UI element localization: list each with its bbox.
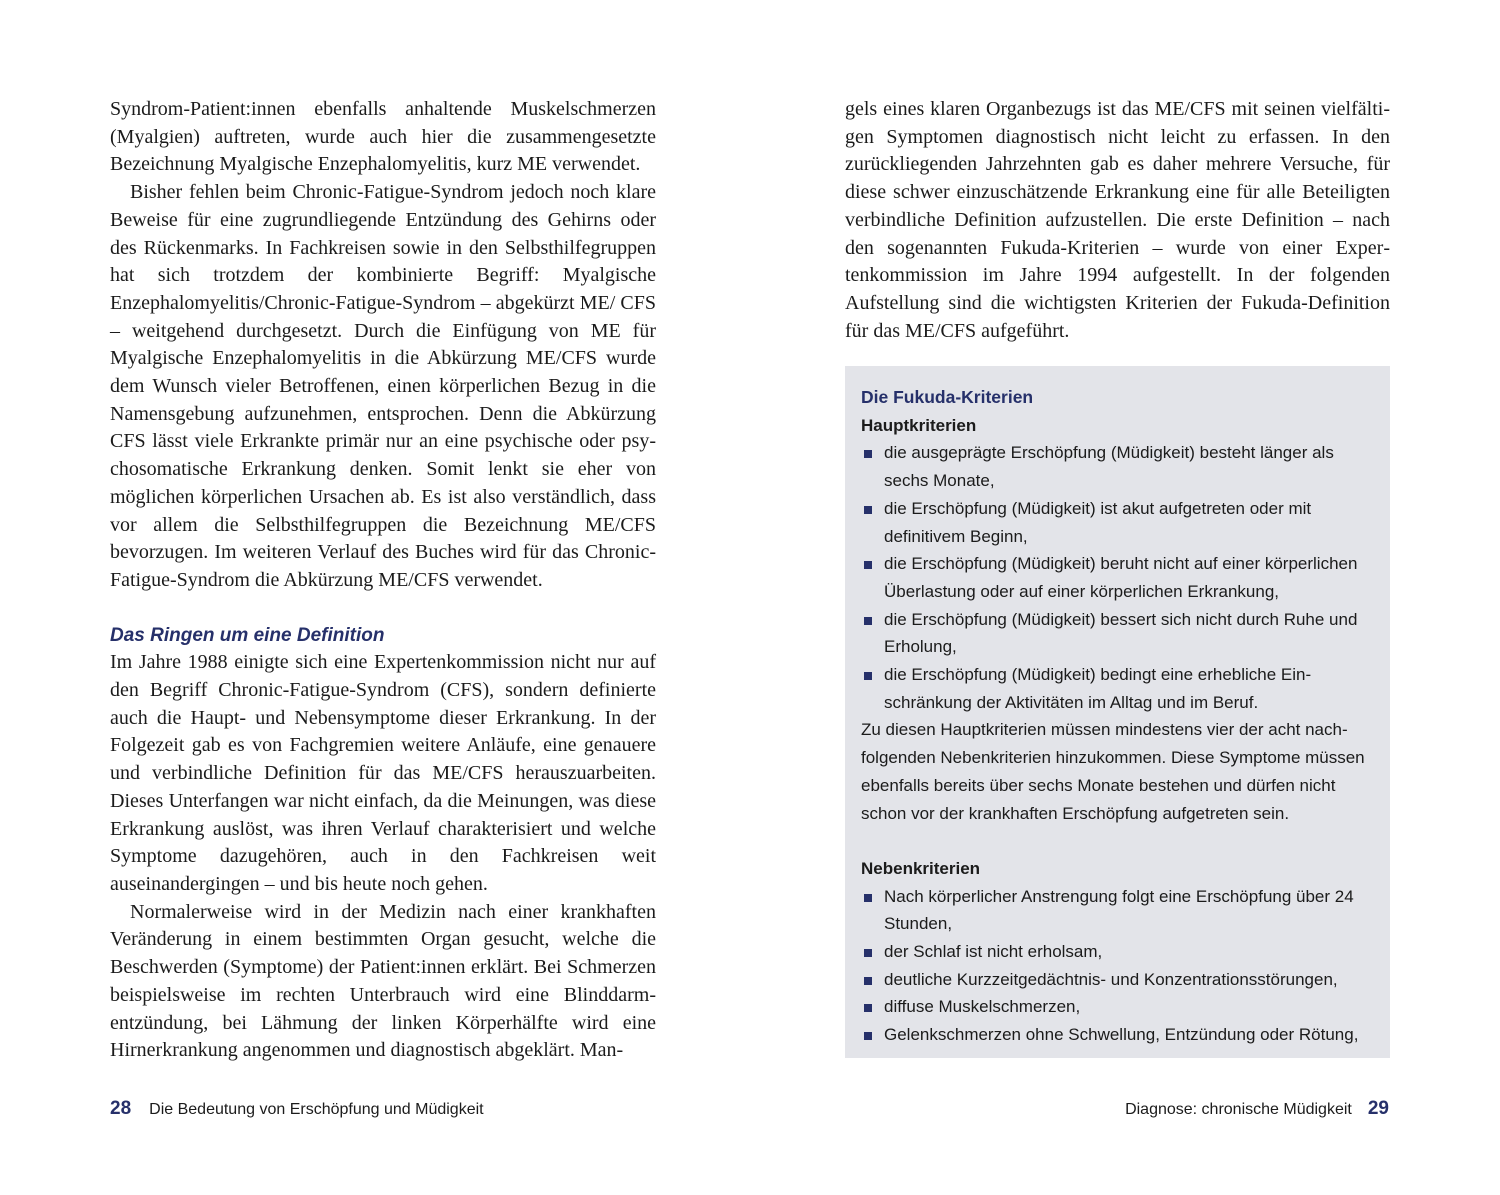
square-bullet-icon: [864, 1032, 872, 1040]
box-note: Zu diesen Hauptkriterien müssen mindestens vier der acht nachfolgenden Nebenkriterien hinzukommen. Diese Symptome müssen ebenfalls bereits über sechs Monate bestehen und dürfen nicht schon vor der krankhaften Erschöpfung aufgetreten sein.: [861, 720, 1365, 823]
left-text-column: [110, 96, 656, 1065]
main-criteria-list: [861, 439, 1376, 716]
main-criteria-heading: Hauptkriterien: [861, 415, 977, 435]
right-page: [750, 0, 1500, 1195]
list-item: die Erschöpfung (Müdigkeit) bessert sich nicht durch Ruhe und Erholung,: [861, 606, 1376, 661]
body-paragraph: Normalerweise wird in der Medizin nach einer krankhaften Veränderung in einem bestimmten Organ gesucht, welche die Beschwerden (Symptome) der Patient:innen erklärt. Bei Schmerzen beispielsweise im rechten Unterbrauch wird eine Blinddarmentzündung, bei Lähmung der linken Körperhälfte wird eine Hirnerkrankung angenommen und diagnostisch abgeklärt. Man-: [110, 900, 656, 1062]
body-paragraph: gels eines klaren Organbezugs ist das ME/CFS mit seinen vielfältigen Symptomen diagnostisch nicht leicht zu erfassen. In den zurückliegenden Jahrzehnten gab es daher mehrere Versuche, für diese schwer einzuschätzende Erkrankung eine für alle Beteiligten verbindliche Definition aufzustellen. Die erste Definition – nach den sogenannten Fukuda-Kriterien – wurde von einer Expertenkommission im Jahre 1994 aufgestellt. In der folgenden Aufstellung sind die wichtigsten Kriterien der Fukuda-Definition für das ME/CFS aufgeführt.: [845, 98, 1390, 342]
square-bullet-icon: [864, 617, 872, 625]
page-number: 29: [1367, 1098, 1389, 1119]
list-item: die ausgeprägte Erschöpfung (Müdigkeit) besteht länger als sechs Monate,: [861, 439, 1376, 494]
box-title: Die Fukuda-Kriterien: [861, 387, 1034, 407]
square-bullet-icon: [864, 977, 872, 985]
list-item: diffuse Muskelschmerzen,: [861, 993, 1376, 1021]
list-item: deutliche Kurzzeitgedächtnis- und Konzentrationsstörungen,: [861, 966, 1376, 994]
square-bullet-icon: [864, 506, 872, 514]
body-paragraph: Im Jahre 1988 einigte sich eine Expertenkommission nicht nur auf den Begriff Chronic-Fatigue-Syndrom (CFS), sondern definierte auch die Haupt- und Nebensymptome dieser Erkrankung. In der Folgezeit gab es von Fachgremien weitere Anläufe, eine genauere und verbindliche Definition für das ME/CFS herauszuarbeiten. Dieses Unterfangen war nicht einfach, da die Meinungen, was diese Erkrankung auslöst, was ihren Verlauf charakterisiert und welche Symptome dazugehören, auch in den Fachkreisen weit auseinandergingen – und bis heute noch gehen.: [110, 651, 656, 895]
body-paragraph: Bisher fehlen beim Chronic-Fatigue-Syndrom jedoch noch klare Beweise für eine zugrundliegende Entzündung des Gehirns oder des Rückenmarks. In Fachkreisen sowie in den Selbsthilfegruppen hat sich trotzdem der kombinierte Begriff: Myalgische Enzephalomyelitis/Chronic-Fatigue-Syndrom – abgekürzt ME/ CFS – weitgehend durchgesetzt. Durch die Einfügung von ME für Myalgische Enzephalomyelitis in die Abkürzung ME/CFS wurde dem Wunsch vieler Betroffenen, einen körperlichen Bezug in die Namensgebung aufzunehmen, entsprochen. Denn die Abkürzung CFS lässt viele Erkrankte primär nur an eine psychische oder psychosomatische Erkrankung denken. Somit lenkt sie eher von möglichen körperlichen Ursachen ab. Es ist also verständlich, dass vor allem die Selbsthilfegruppen die Bezeichnung ME/CFS bevorzugen. Im weiteren Verlauf des Buches wird für das Chronic-Fatigue-Syndrom die Abkürzung ME/CFS verwendet.: [110, 181, 656, 591]
secondary-criteria-list: [861, 883, 1376, 1049]
list-item: die Erschöpfung (Müdigkeit) beruht nicht auf einer körperlichen Überlastung oder auf einer körperlichen Erkrankung,: [861, 550, 1376, 605]
list-item: die Erschöpfung (Müdigkeit) bedingt eine erhebliche Einschränkung der Aktivitäten im Alltag und im Beruf.: [861, 661, 1376, 716]
list-item: der Schlaf ist nicht erholsam,: [861, 938, 1376, 966]
left-footer: [110, 1095, 484, 1123]
page-number: 28: [110, 1098, 132, 1119]
list-item: die Erschöpfung (Müdigkeit) ist akut aufgetreten oder mit definitivem Beginn,: [861, 495, 1376, 550]
list-item: Nach körperlicher Anstrengung folgt eine Erschöpfung über 24 Stunden,: [861, 883, 1376, 938]
fukuda-criteria-box: [845, 366, 1390, 1058]
square-bullet-icon: [864, 1004, 872, 1012]
body-paragraph: Syndrom-Patient:innen ebenfalls anhaltende Muskelschmerzen (Myalgien) auftreten, wurde auch hier die zusammengesetzte Bezeichnung Myalgische Enzephalomyelitis, kurz ME verwendet.: [110, 98, 656, 176]
square-bullet-icon: [864, 672, 872, 680]
running-head: Diagnose: chronische Müdigkeit: [1125, 1101, 1352, 1118]
right-footer: [1125, 1095, 1389, 1123]
square-bullet-icon: [864, 949, 872, 957]
square-bullet-icon: [864, 561, 872, 569]
secondary-criteria-heading: Nebenkriterien: [861, 858, 981, 878]
right-text-column: [845, 96, 1390, 345]
list-item: Gelenkschmerzen ohne Schwellung, Entzündung oder Rötung,: [861, 1021, 1376, 1049]
square-bullet-icon: [864, 894, 872, 902]
section-heading: Das Ringen um eine Definition: [110, 624, 385, 646]
running-head: Die Bedeutung von Erschöpfung und Müdigkeit: [149, 1101, 484, 1118]
square-bullet-icon: [864, 450, 872, 458]
